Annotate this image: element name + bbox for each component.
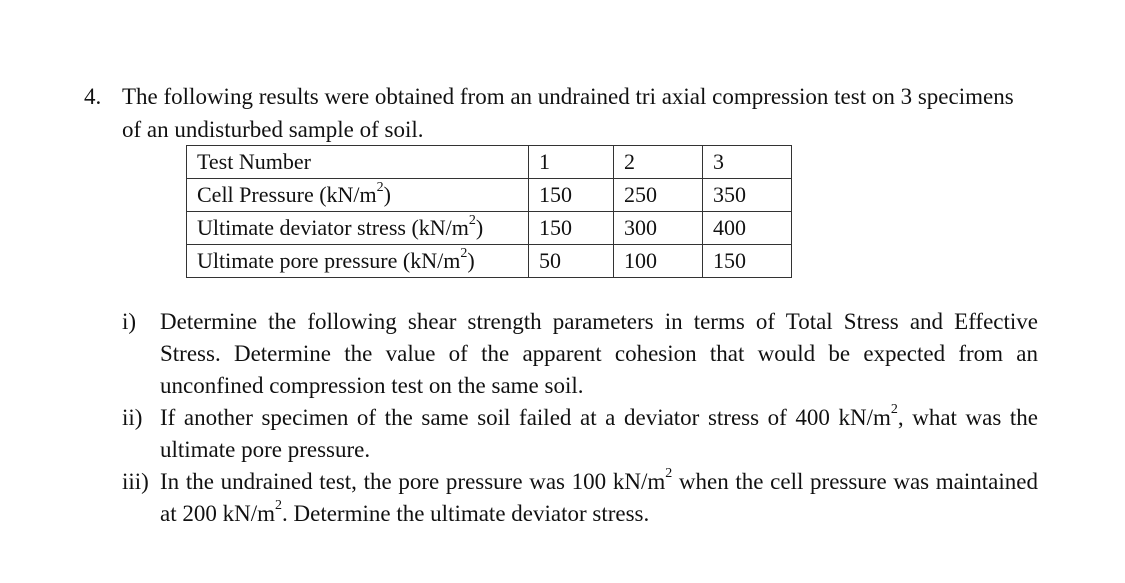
cell-value: 100 <box>614 245 703 278</box>
cell-value: 50 <box>529 245 614 278</box>
header-test-1: 1 <box>529 146 614 179</box>
table-row-pore-pressure <box>187 245 792 278</box>
cell-value: 350 <box>703 179 792 212</box>
cell-value: 150 <box>703 245 792 278</box>
sub-question-iii <box>122 466 1038 530</box>
cell-value: 150 <box>529 179 614 212</box>
sub-question-marker: i) <box>122 309 137 334</box>
header-label: Test Number <box>187 146 529 179</box>
results-table <box>186 145 792 278</box>
question-number: 4. <box>84 84 102 109</box>
sub-questions <box>122 306 1038 530</box>
row-label: Cell Pressure $(kN/m^2)$ <box>187 179 529 212</box>
sub-question-text: In the undrained test, the pore pressure was 100 $kN/m^2$ when the cell pressure was maintained at 200 $kN/m^2$. Determine the ultimate deviator stress. <box>160 466 1038 526</box>
sub-question-text: If another specimen of the same soil failed at a deviator stress of 400 $kN/m^2$, what was the ultimate pore pressure. <box>160 402 1038 462</box>
cell-value: 300 <box>614 212 703 245</box>
header-test-3: 3 <box>703 146 792 179</box>
cell-value: 250 <box>614 179 703 212</box>
table-row-cell-pressure <box>187 179 792 212</box>
row-label: Ultimate pore pressure $(kN/m^2)$ <box>187 245 529 278</box>
sub-question-ii <box>122 402 1038 466</box>
row-label: Ultimate deviator stress $(kN/m^2)$ <box>187 212 529 245</box>
table-row-deviator-stress <box>187 212 792 245</box>
sub-question-i <box>122 306 1038 402</box>
cell-value: 400 <box>703 212 792 245</box>
sub-question-marker: ii) <box>122 405 143 430</box>
header-test-2: 2 <box>614 146 703 179</box>
cell-value: 150 <box>529 212 614 245</box>
sub-question-text: Determine the following shear strength parameters in terms of Total Stress and Effective Stress. Determine the value of the apparent cohesion that would be expected from an unconfined compression test on the same soil. <box>160 309 1038 398</box>
question-intro: The following results were obtained from an undrained tri axial compression test on 3 specimens of an undisturbed sample of soil. <box>122 84 1014 142</box>
sub-question-marker: iii) <box>122 469 149 494</box>
table-header-row <box>187 146 792 179</box>
